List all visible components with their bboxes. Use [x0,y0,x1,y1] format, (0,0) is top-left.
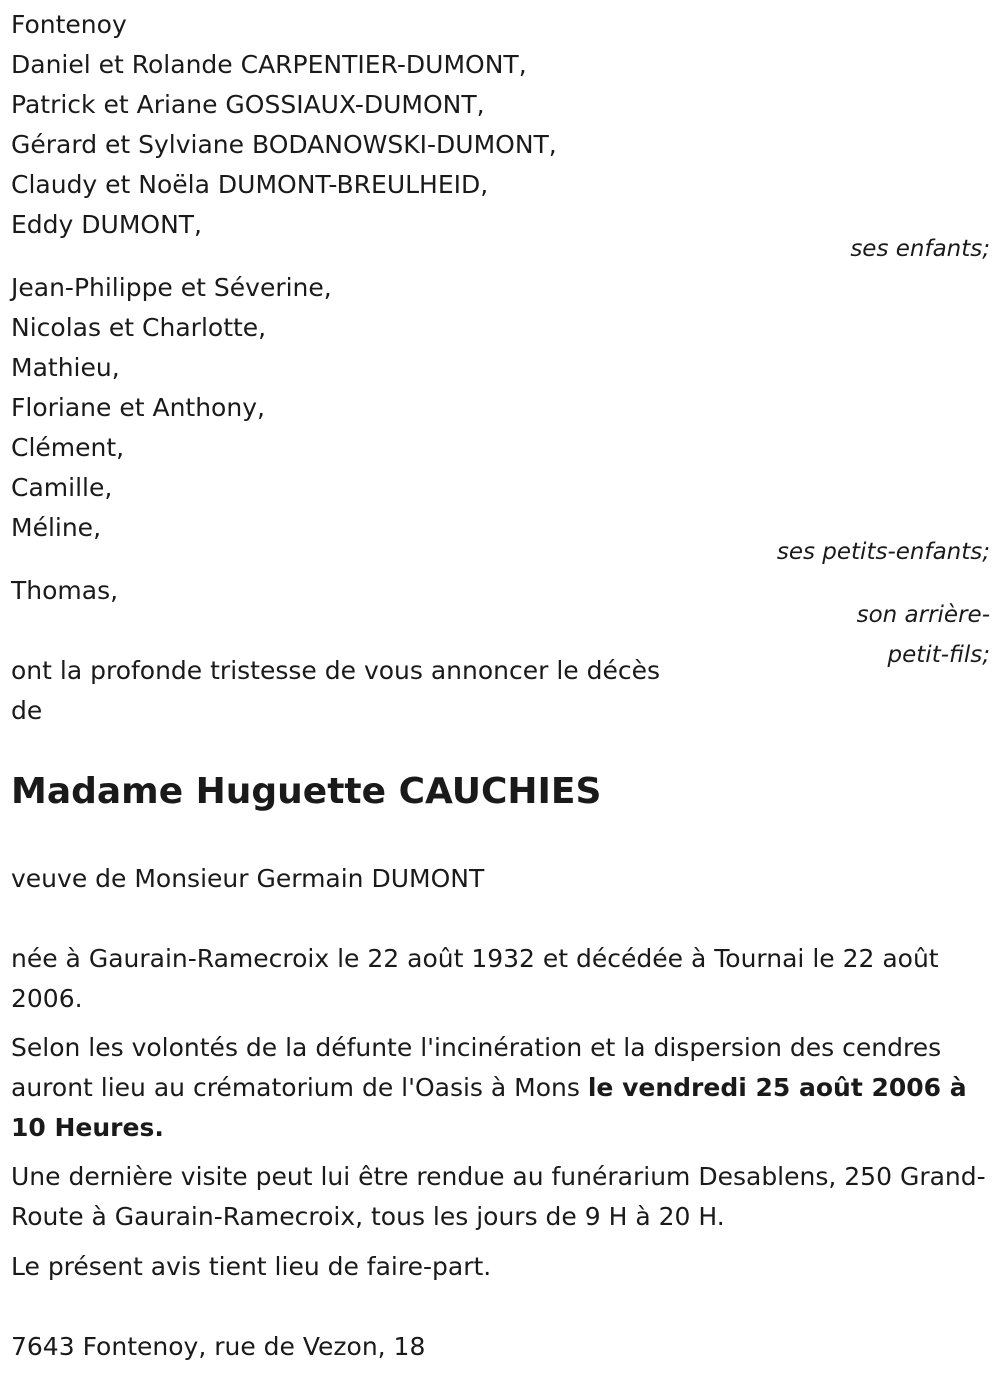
great-grandchild-role: son arrière- [856,602,990,628]
family-name-line: Floriane et Anthony, [11,393,265,422]
children-role: ses enfants; [850,236,990,262]
notice-line: Le présent avis tient lieu de faire-part. [11,1252,492,1281]
ceremony-text: Selon les volontés de la défunte l'incinération et la dispersion des cendres auront lieu au crématorium de l'Oasis à Mons [11,1033,942,1102]
locality-heading: Fontenoy [11,10,127,39]
visit-paragraph: Une dernière visite peut lui être rendue au funérarium Desablens, 250 Grand-Route à Gaurain-Ramecroix, tous les jours de 9 H à 20 H. [11,1162,986,1231]
grandchildren-role: ses petits-enfants; [776,539,990,565]
family-name-line: Gérard et Sylviane BODANOWSKI-DUMONT, [11,130,557,159]
family-name-line: Claudy et Noëla DUMONT-BREULHEID, [11,170,489,199]
family-name-line: Nicolas et Charlotte, [11,313,267,342]
family-name-line: Jean-Philippe et Séverine, [11,273,332,302]
family-name-line: Daniel et Rolande CARPENTIER-DUMONT, [11,50,527,79]
announcement-line: de [11,696,43,725]
great-grandchild-role-continued: petit-fils; [887,642,990,668]
deceased-name: Madame Huguette CAUCHIES [11,771,602,812]
family-name-line: Eddy DUMONT, [11,210,202,239]
ceremony-paragraph [11,1028,991,1148]
address-line: 7643 Fontenoy, rue de Vezon, 18 [11,1332,426,1361]
family-name-line: Méline, [11,513,102,542]
birth-death-paragraph: née à Gaurain-Ramecroix le 22 août 1932 et décédée à Tournai le 22 août 2006. [11,944,939,1013]
family-name-line: Camille, [11,473,113,502]
great-grandchild-line: Thomas, [11,576,119,605]
family-name-line: Patrick et Ariane GOSSIAUX-DUMONT, [11,90,485,119]
widow-of-line: veuve de Monsieur Germain DUMONT [11,864,485,893]
family-name-line: Mathieu, [11,353,120,382]
ceremony-date: le vendredi 25 août 2006 à 10 Heures. [11,1073,967,1142]
family-name-line: Clément, [11,433,125,462]
announcement-line: ont la profonde tristesse de vous annoncer le décès [11,656,661,685]
